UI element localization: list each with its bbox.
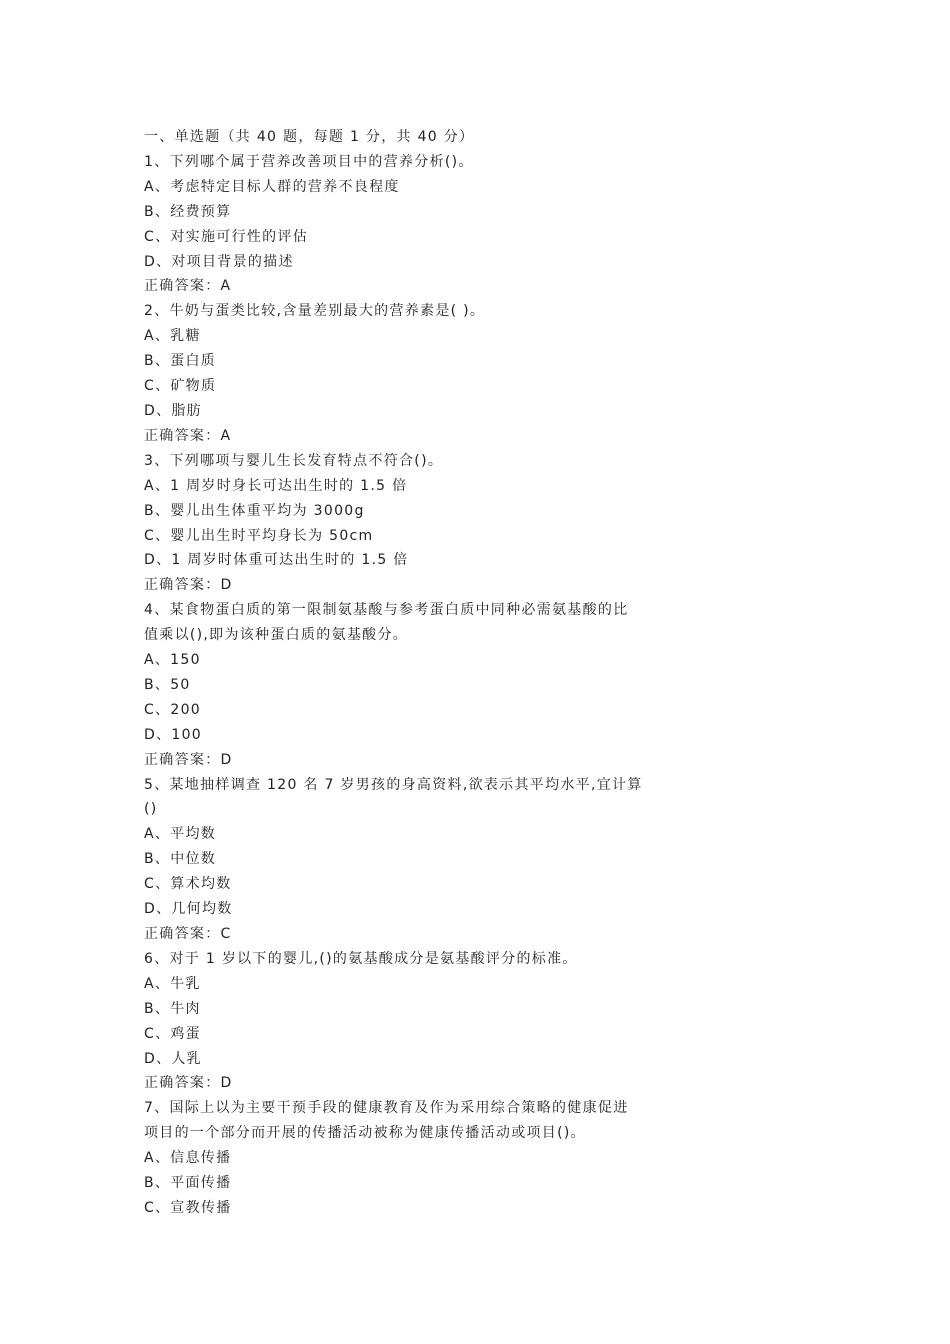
answer-value: A: [220, 427, 232, 444]
question-stem-line-2: 项目的一个部分而开展的传播活动被称为健康传播活动或项目()。: [144, 1125, 586, 1142]
answer-value: C: [220, 926, 232, 942]
question-5: [144, 773, 684, 947]
option-c: C、算术均数: [144, 876, 232, 893]
option-d: D、100: [144, 726, 203, 743]
answer-line: [144, 1071, 684, 1096]
question-stem-line-1: 7、国际上以为主要干预手段的健康教育及作为采用综合策略的健康促进: [144, 1100, 629, 1117]
option-a: A、考虑特定目标人群的营养不良程度: [144, 178, 400, 195]
option-a: A、信息传播: [144, 1150, 232, 1167]
question-1: [144, 150, 684, 299]
option-b: B、蛋白质: [144, 353, 217, 370]
option-a: A、牛乳: [144, 975, 201, 992]
option-d: D、1 周岁时体重可达出生时的 1.5 倍: [144, 552, 409, 569]
option-c: C、婴儿出生时平均身长为 50cm: [144, 527, 374, 544]
answer-value: D: [220, 751, 233, 768]
option-b: B、牛肉: [144, 1000, 201, 1017]
option-c: C、矿物质: [144, 378, 217, 395]
answer-label: 正确答案：: [144, 427, 221, 444]
question-6: [144, 947, 684, 1096]
section-heading: 一、单选题（共 40 题，每题 1 分，共 40 分）: [144, 129, 475, 145]
question-stem: 6、对于 1 岁以下的婴儿,()的氨基酸成分是氨基酸评分的标准。: [144, 950, 578, 967]
option-c: C、宣教传播: [144, 1199, 232, 1216]
answer-label: 正确答案：: [144, 751, 221, 768]
document-page: [144, 125, 684, 1221]
question-2: [144, 299, 684, 448]
option-b: B、平面传播: [144, 1175, 232, 1192]
answer-line: [144, 922, 684, 947]
answer-label: 正确答案：: [144, 577, 221, 594]
question-stem-line-2: 值乘以(),即为该种蛋白质的氨基酸分。: [144, 627, 409, 644]
option-c: C、鸡蛋: [144, 1025, 201, 1042]
answer-line: [144, 748, 684, 773]
question-4: [144, 598, 684, 772]
option-d: D、脂肪: [144, 402, 202, 419]
answer-label: 正确答案：: [144, 926, 221, 942]
question-stem: 1、下列哪个属于营养改善项目中的营养分析()。: [144, 153, 474, 170]
option-c: C、200: [144, 701, 201, 718]
question-3: [144, 449, 684, 598]
question-stem-line-1: 5、某地抽样调查 120 名 7 岁男孩的身高资料,欲表示其平均水平,宜计算: [144, 776, 643, 793]
answer-line: [144, 274, 684, 299]
option-a: A、乳糖: [144, 328, 201, 345]
option-c: C、对实施可行性的评估: [144, 228, 309, 245]
answer-value: D: [220, 577, 233, 594]
option-b: B、50: [144, 676, 191, 693]
option-d: D、对项目背景的描述: [144, 253, 294, 270]
option-d: D、几何均数: [144, 901, 233, 918]
question-stem-line-2: (): [144, 801, 158, 818]
answer-line: [144, 424, 684, 449]
answer-label: 正确答案：: [144, 278, 221, 295]
option-a: A、平均数: [144, 826, 217, 843]
question-7: [144, 1096, 684, 1221]
answer-line: [144, 573, 684, 598]
question-stem: 3、下列哪项与婴儿生长发育特点不符合()。: [144, 452, 444, 469]
option-a: A、1 周岁时身长可达出生时的 1.5 倍: [144, 477, 408, 494]
option-b: B、婴儿出生体重平均为 3000g: [144, 502, 365, 519]
option-b: B、经费预算: [144, 203, 232, 220]
option-a: A、150: [144, 652, 201, 669]
option-b: B、中位数: [144, 851, 217, 868]
answer-label: 正确答案：: [144, 1075, 221, 1092]
answer-value: A: [220, 278, 232, 295]
option-d: D、人乳: [144, 1050, 202, 1067]
question-stem-line-1: 4、某食物蛋白质的第一限制氨基酸与参考蛋白质中同种必需氨基酸的比: [144, 602, 629, 619]
answer-value: D: [220, 1075, 233, 1092]
question-stem: 2、牛奶与蛋类比较,含量差别最大的营养素是( )。: [144, 303, 486, 320]
